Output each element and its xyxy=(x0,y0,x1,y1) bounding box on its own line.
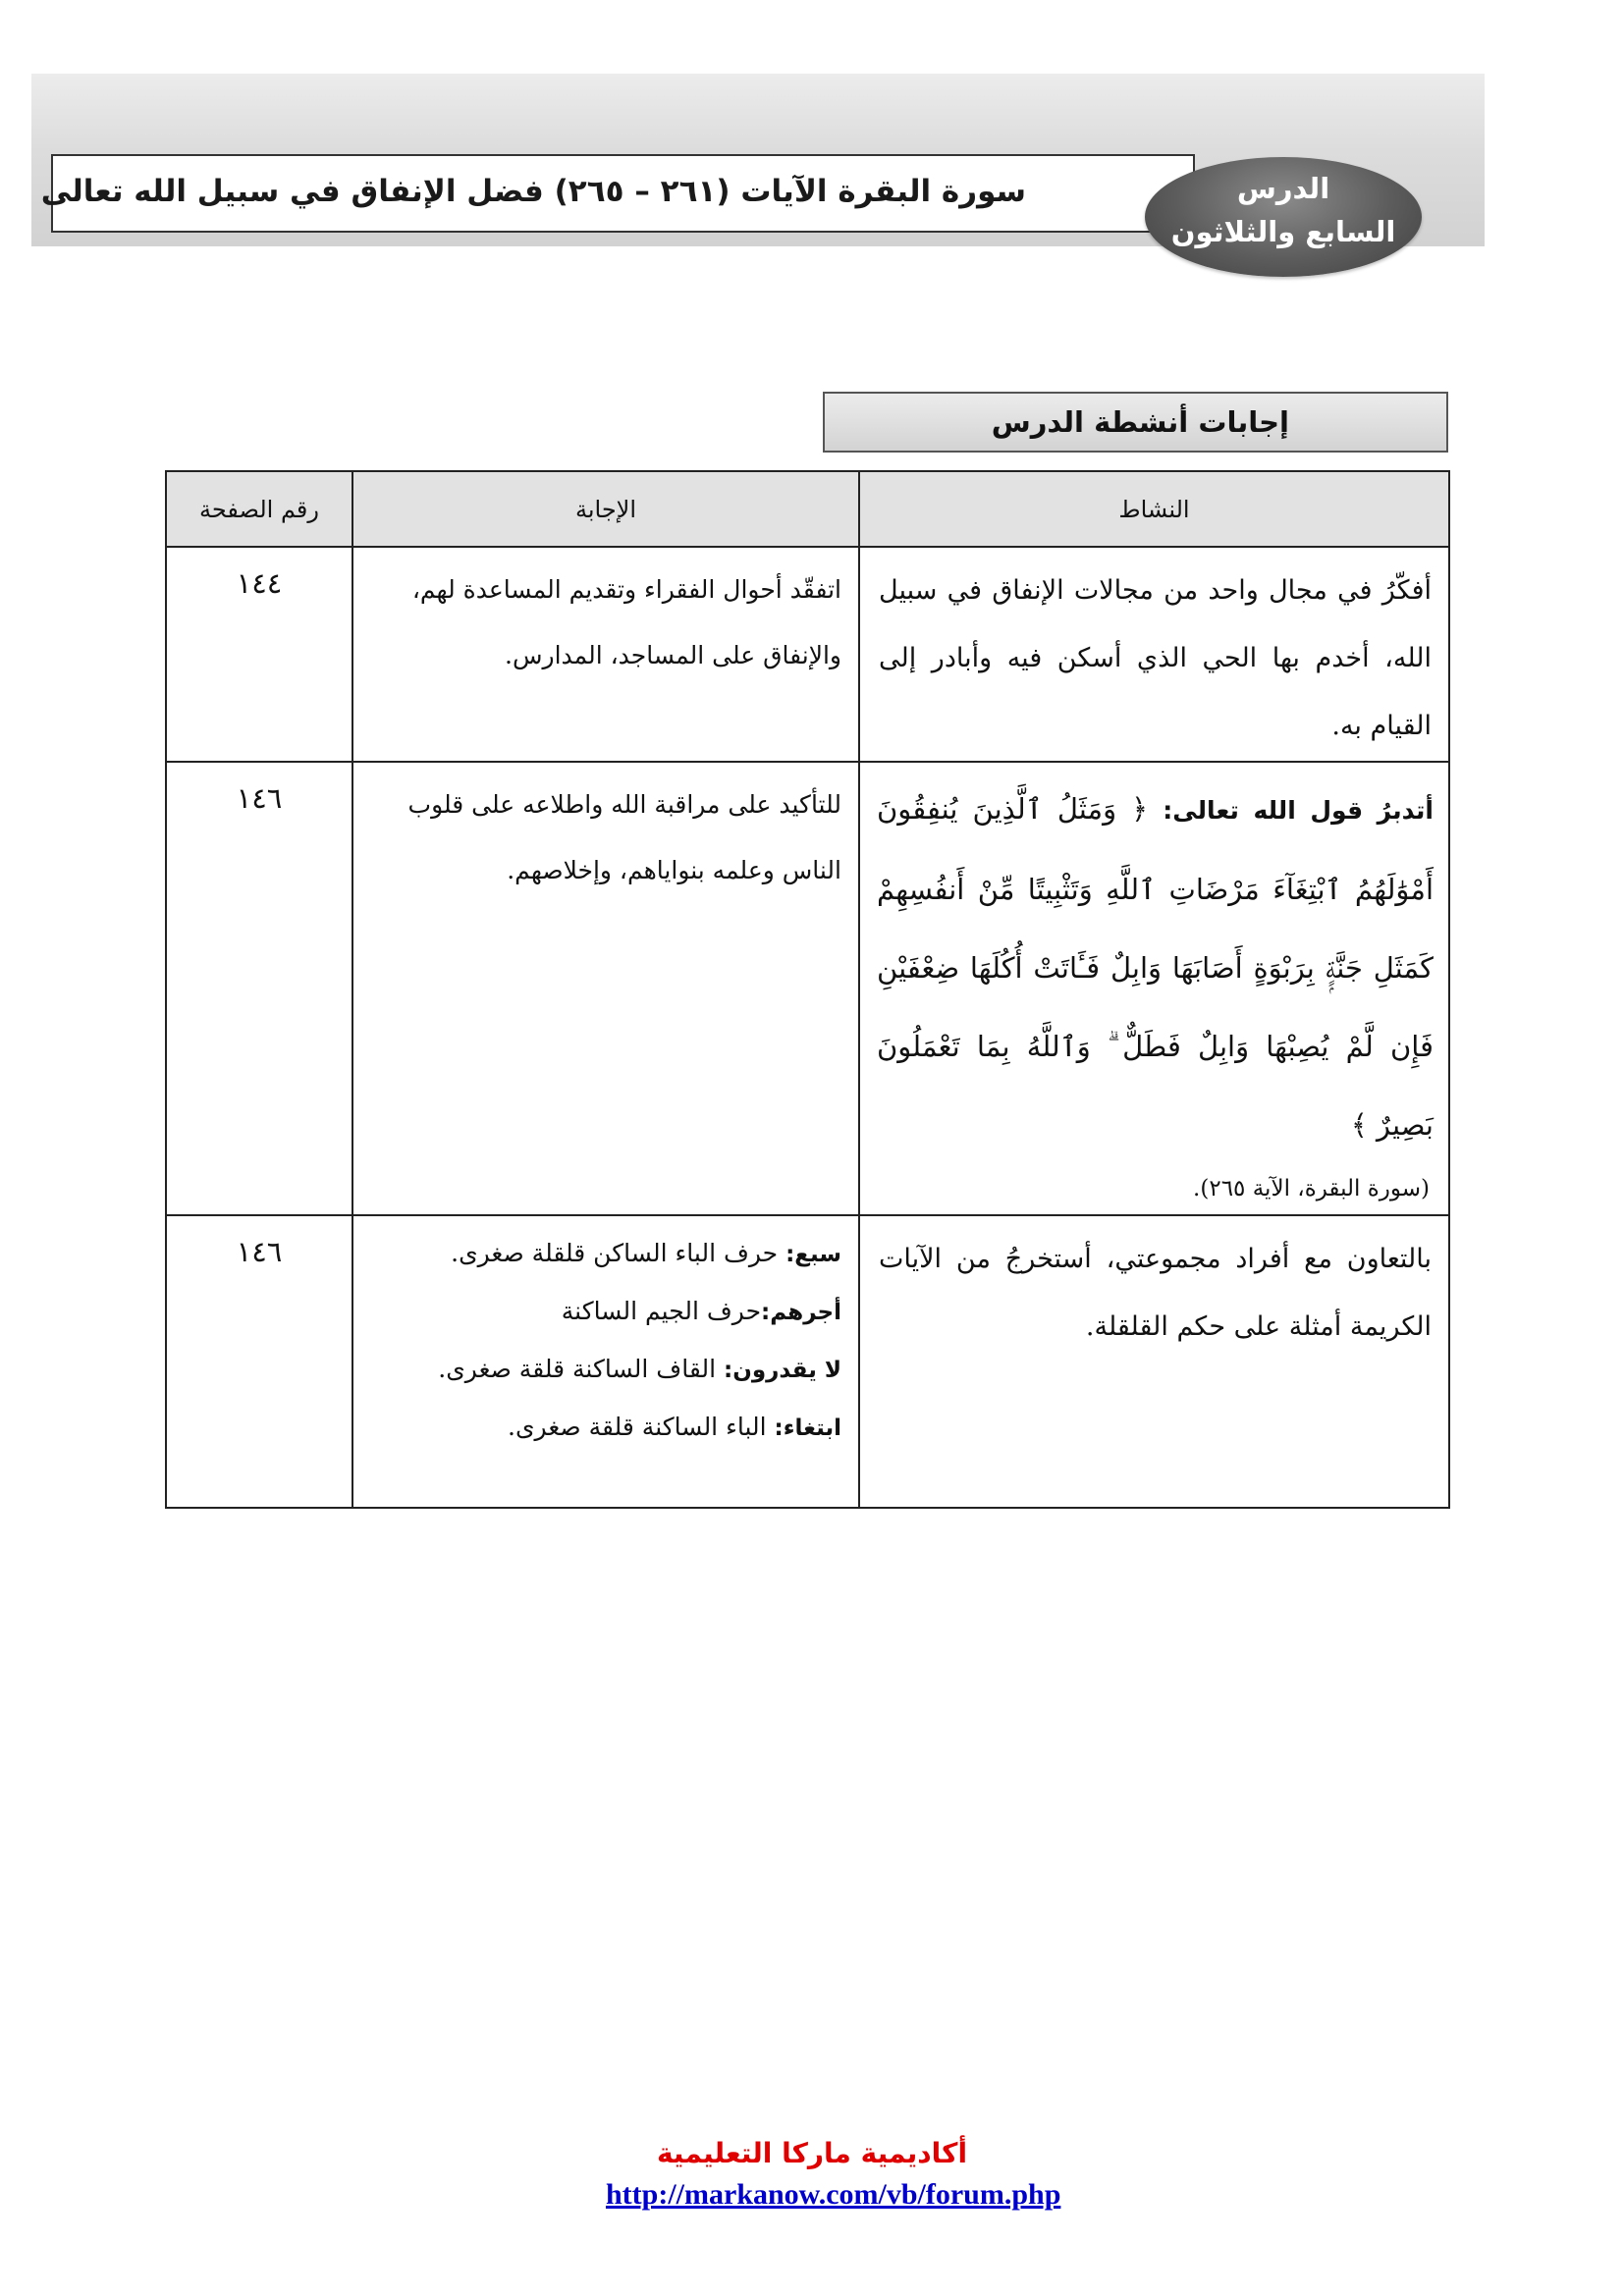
answer-cell xyxy=(352,547,859,762)
page-number: ١٤٦ xyxy=(236,781,283,815)
example-word: سبع: xyxy=(785,1242,841,1267)
qalqala-answer-list xyxy=(354,1217,857,1457)
answer-text: للتأكيد على مراقبة الله واطلاعه على قلوب الناس وعلمه بنواياهم، وإخلاصهم. xyxy=(407,790,841,884)
badge-label: الدرس xyxy=(1236,172,1330,205)
answer-text: اتفقّد أحوال الفقراء وتقديم المساعدة لهم، والإنفاق على المساجد، المدارس. xyxy=(411,575,841,669)
example-rule: حرف الجيم الساكنة xyxy=(561,1297,762,1325)
header-answer: الإجابة xyxy=(352,471,859,547)
activity-cell xyxy=(859,1215,1449,1508)
example-word: لا يقدرون: xyxy=(724,1358,841,1383)
activity-text: أفكّرُ في مجال واحد من مجالات الإنفاق في سبيل الله، أخدم بها الحي الذي أسكن فيه وأبادر إلى القيام به. xyxy=(879,575,1432,741)
section-heading-box xyxy=(823,392,1448,453)
activity-lead: أتدبرُ قول الله تعالى: xyxy=(1163,796,1435,825)
quran-verse: ﴿ وَمَثَلُ ٱلَّذِينَ يُنفِقُونَ أَمْوَٰلَهُمُ ٱبْتِغَآءَ مَرْضَاتِ ٱللَّهِ وَتَثْبِيتًا مِّنْ أَنفُسِهِمْ كَمَثَلِ جَنَّةٍۭ بِرَبْوَةٍ أَصَابَهَا وَابِلٌ فَـَٔاتَتْ أُكُلَهَا ضِعْفَيْنِ فَإِن لَّمْ يُصِبْهَا وَابِلٌ فَطَلٌّ ۗ وَٱللَّهُ بِمَا تَعْمَلُونَ بَصِيرٌ ﴾ xyxy=(877,792,1434,1142)
page-cell xyxy=(166,762,352,1215)
list-item xyxy=(372,1399,841,1457)
page-number: ١٤٤ xyxy=(236,566,283,600)
page-cell xyxy=(166,1215,352,1508)
quran-verse-block xyxy=(861,764,1447,1164)
example-rule: حرف الباء الساكن قلقلة صغرى. xyxy=(451,1239,786,1267)
list-item xyxy=(372,1225,841,1283)
table-row xyxy=(166,762,1449,1215)
lesson-title-frame xyxy=(40,154,1195,233)
answer-cell xyxy=(352,762,859,1215)
lesson-number-badge xyxy=(1145,157,1422,277)
activity-cell xyxy=(859,547,1449,762)
table-row xyxy=(166,547,1449,762)
footer-academy-name: أكاديمية ماركا التعليمية xyxy=(656,2137,968,2169)
table-row xyxy=(166,1215,1449,1508)
activity-cell xyxy=(859,762,1449,1215)
lesson-title: سورة البقرة الآيات (٢٦١ – ٢٦٥) فضل الإنفاق في سبيل الله تعالى xyxy=(40,174,1026,209)
list-item xyxy=(372,1283,841,1341)
activity-text: بالتعاون مع أفراد مجموعتي، أستخرجُ من الآيات الكريمة أمثلة على حكم القلقلة. xyxy=(879,1244,1432,1342)
page-number: ١٤٦ xyxy=(236,1235,283,1268)
answer-cell xyxy=(352,1215,859,1508)
example-rule: الباء الساكنة قلقة صغرى. xyxy=(508,1413,775,1441)
section-heading: إجابات أنشطة الدرس xyxy=(991,405,1289,439)
header-activity: النشاط xyxy=(859,471,1449,547)
table-header-row xyxy=(166,471,1449,547)
example-word: ابتغاء: xyxy=(774,1415,841,1441)
answers-table xyxy=(165,470,1450,1509)
example-rule: القاف الساكنة قلقة صغرى. xyxy=(438,1355,725,1383)
surah-reference: (سورة البقرة، الآية ٢٦٥). xyxy=(1193,1176,1430,1201)
list-item xyxy=(372,1341,841,1399)
header-page-number: رقم الصفحة xyxy=(166,471,352,547)
example-word: أجرهم: xyxy=(761,1300,841,1325)
footer-forum-link[interactable]: http://markanow.com/vb/forum.php xyxy=(606,2178,1061,2211)
badge-number: السابع والثلاثون xyxy=(1170,215,1396,248)
page-cell xyxy=(166,547,352,762)
